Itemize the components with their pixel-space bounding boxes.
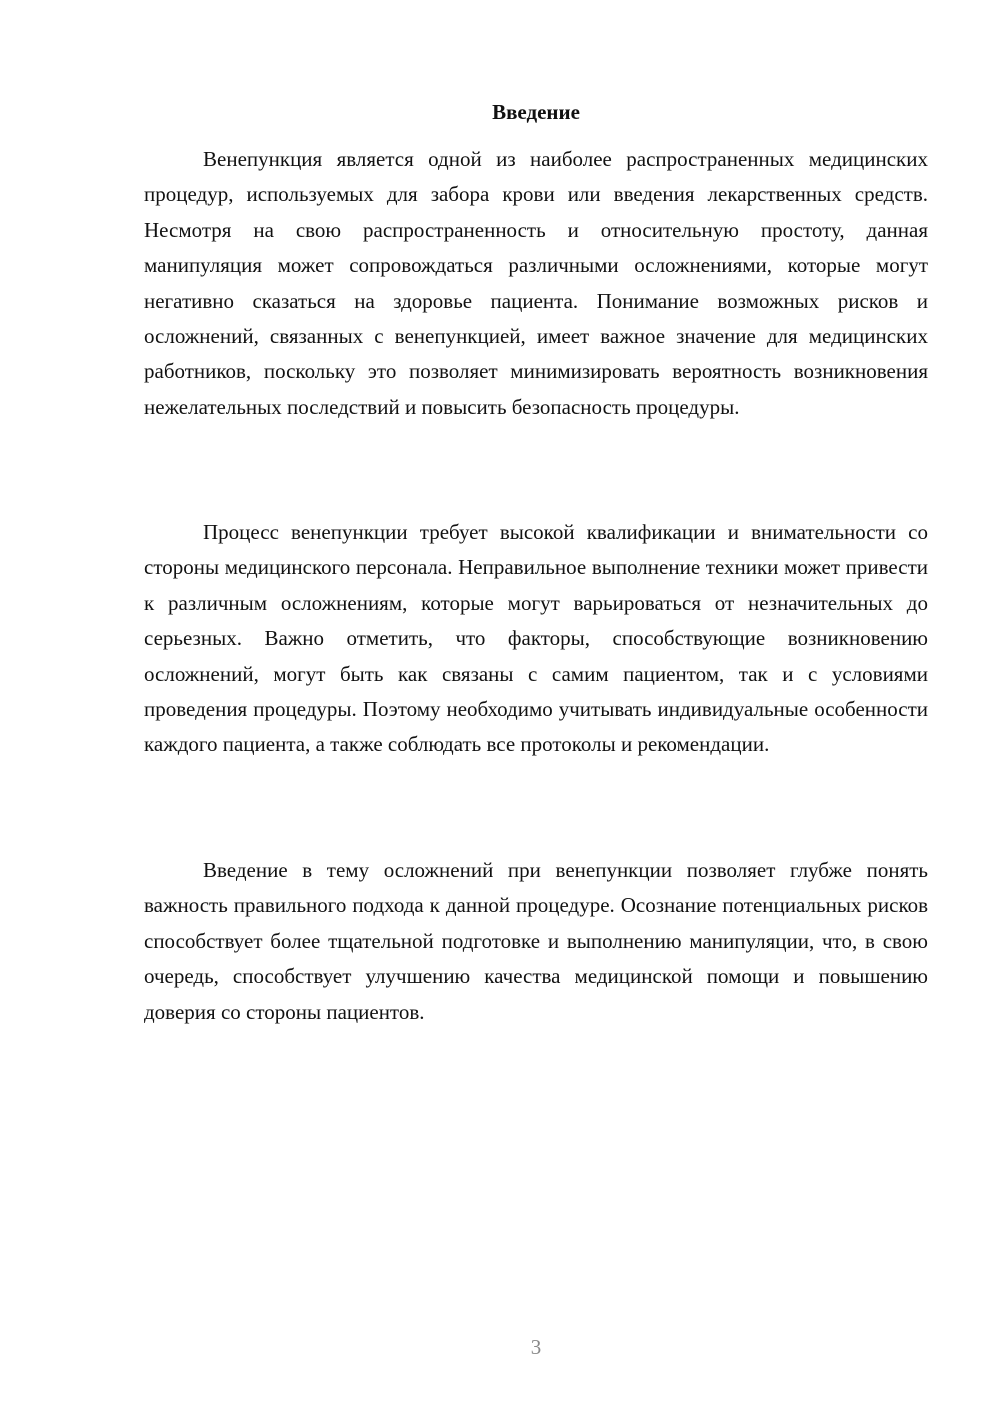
section-heading: Введение bbox=[492, 100, 580, 124]
page-number: 3 bbox=[530, 1335, 542, 1359]
paragraph-1: Венепункция является одной из наиболее распространенных медицинских процедур, используемых для забора крови или введения лекарственных средств. Несмотря на свою распространенность и относительную простоту, данная манипуляция может сопровождаться различными осложнениями, которые могут негативно сказаться на здоровье пациента. Понимание возможных рисков и осложнений, связанных с венепункцией, имеет важное значение для медицинских работников, поскольку это позволяет минимизировать вероятность возникновения нежелательных последствий и повысить безопасность процедуры. bbox=[144, 147, 928, 419]
paragraph-3: Введение в тему осложнений при венепункции позволяет глубже понять важность правильного подхода к данной процедуре. Осознание потенциальных рисков способствует более тщательной подготовке и выполнению манипуляции, что, в свою очередь, способствует улучшению качества медицинской помощи и повышению доверия со стороны пациентов. bbox=[144, 858, 928, 1024]
paragraph-2: Процесс венепункции требует высокой квалификации и внимательности со стороны медицинского персонала. Неправильное выполнение техники может привести к различным осложнениям, которые могут варьироваться от незначительных до серьезных. Важно отметить, что факторы, способствующие возникновению осложнений, могут быть как связаны с самим пациентом, так и с условиями проведения процедуры. Поэтому необходимо учитывать индивидуальные особенности каждого пациента, а также соблюдать все протоколы и рекомендации. bbox=[144, 520, 928, 757]
